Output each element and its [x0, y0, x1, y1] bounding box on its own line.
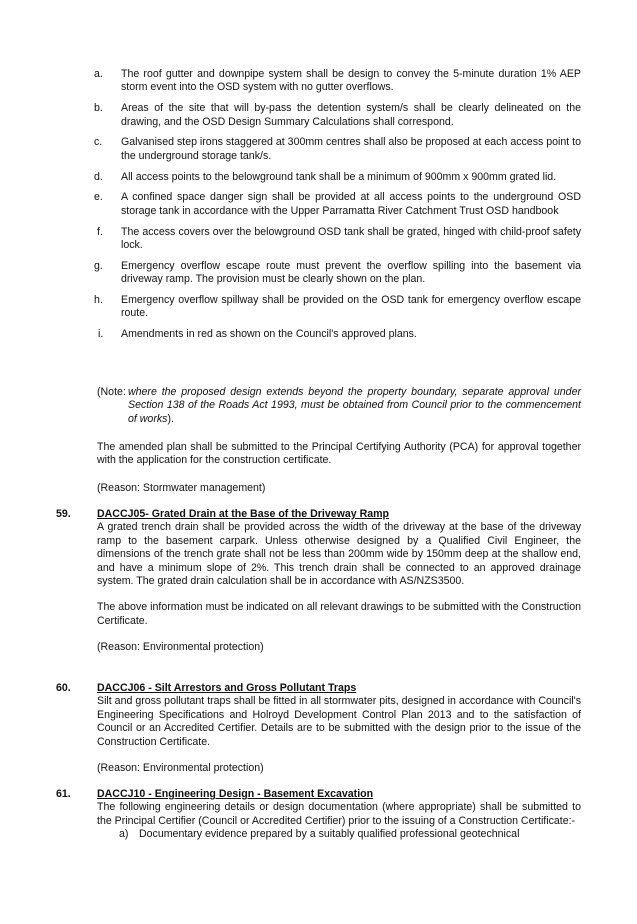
condition-59 — [0, 508, 637, 655]
list-item — [0, 171, 637, 184]
list-item-text: The access covers over the belowground OSD tank shall be grated, hinged with child-proof safety lock. — [121, 225, 581, 252]
list-item-text: Areas of the site that will by-pass the detention system/s shall be clearly delineated on the drawing, and the OSD Design Summary Calculations shall correspond. — [121, 102, 581, 128]
condition-extra: The above information must be indicated on all relevant drawings to be submitted with the Construction Certificate. — [97, 601, 581, 627]
list-item — [0, 328, 637, 341]
condition-reason: (Reason: Environmental protection) — [97, 641, 264, 654]
condition-title: DACCJ06 - Silt Arrestors and Gross Pollutant Traps — [97, 682, 357, 694]
list-item — [0, 294, 637, 321]
list-item-text: Emergency overflow spillway shall be provided on the OSD tank for emergency overflow escape route. — [121, 294, 581, 320]
list-item-text: Emergency overflow escape route must prevent the overflow spilling into the basement via driveway ramp. The provision must be clearly shown on the plan. — [121, 259, 581, 286]
list-item — [0, 260, 637, 287]
condition-title: DACCJ10 - Engineering Design - Basement Excavation — [97, 788, 374, 800]
sub-item — [97, 828, 581, 841]
condition-title: DACCJ05- Grated Drain at the Base of the Driveway Ramp — [97, 508, 390, 520]
list-item-text: A confined space danger sign shall be provided at all access points to the underground OSD storage tank in accordance with the Upper Parramatta River Catchment Trust OSD handbook — [121, 191, 581, 217]
list-item-label: c. — [94, 136, 103, 149]
list-item — [0, 68, 637, 95]
list-item-label: b. — [94, 102, 103, 115]
list-item-label: f. — [97, 225, 103, 238]
list-item-label: g. — [94, 259, 103, 272]
condition-reason: (Reason: Environmental protection) — [97, 762, 264, 775]
list-item-label: i. — [98, 328, 104, 341]
sub-item-text: Documentary evidence prepared by a suitably qualified professional geotechnical — [139, 828, 520, 841]
note-block — [97, 386, 581, 426]
condition-number: 61. — [56, 788, 71, 800]
condition-body: Silt and gross pollutant traps shall be fitted in all stormwater pits, designed in accordance with Council's Engineering Specifications and Holroyd Development Control Plan 2013 and to the satisfaction of Council or an Accredited Certifier. Details are to be submitted with the design prior to the issue of the Construction Certificate. — [97, 695, 581, 748]
list-item-text: The roof gutter and downpipe system shall be design to convey the 5-minute duration 1% AEP storm event into the OSD system with no gutter overflows. — [121, 68, 581, 94]
amended-plan-paragraph: The amended plan shall be submitted to the Principal Certifying Authority (PCA) for approval together with the application for the construction certificate. — [97, 441, 581, 467]
condition-body: The following engineering details or design documentation (where appropriate) shall be submitted to the Principal Certifier (Council or Accredited Certifier) prior to the issuing of a Construction Certificate:- — [97, 801, 581, 827]
list-item — [0, 102, 637, 129]
sub-item-label: a) — [119, 828, 129, 841]
list-item — [0, 136, 637, 163]
condition-number: 59. — [56, 508, 71, 520]
note-tail: ). — [167, 412, 174, 425]
list-item-label: a. — [94, 68, 103, 80]
conditions-list — [0, 68, 637, 349]
note-body — [128, 386, 581, 426]
reason-stormwater: (Reason: Stormwater management) — [97, 482, 266, 494]
note-text: where the proposed design extends beyond the property boundary, separate approval under Section 138 of the Roads Act 1993, must be obtained from Council prior to the commencement of works — [128, 386, 581, 425]
list-item-text: Galvanised step irons staggered at 300mm centres shall also be proposed at each access point to the underground storage tank/s. — [121, 136, 581, 162]
condition-61 — [0, 788, 637, 842]
note-lead: (Note: — [97, 386, 126, 398]
list-item — [0, 226, 637, 253]
list-item-label: h. — [94, 294, 103, 307]
list-item-text: All access points to the belowground tank shall be a minimum of 900mm x 900mm grated lid. — [121, 170, 557, 183]
condition-60 — [0, 682, 637, 775]
list-item-text: Amendments in red as shown on the Council's approved plans. — [121, 328, 417, 341]
condition-body: A grated trench drain shall be provided across the width of the driveway at the base of the driveway ramp to the basement carpark. Unless otherwise designed by a Qualified Civil Engineer, the dimensions of the trench grate shall not be less than 200mm wide by 150mm deep at the shallow end, and have a minimum slope of 2%. This trench drain shall be connected to an approved drainage system. The grated drain calculation shall be in accordance with AS/NZS3500. — [97, 521, 581, 588]
list-item — [0, 191, 637, 218]
list-item-label: d. — [94, 170, 103, 183]
condition-number: 60. — [56, 682, 71, 694]
list-item-label: e. — [94, 191, 103, 204]
